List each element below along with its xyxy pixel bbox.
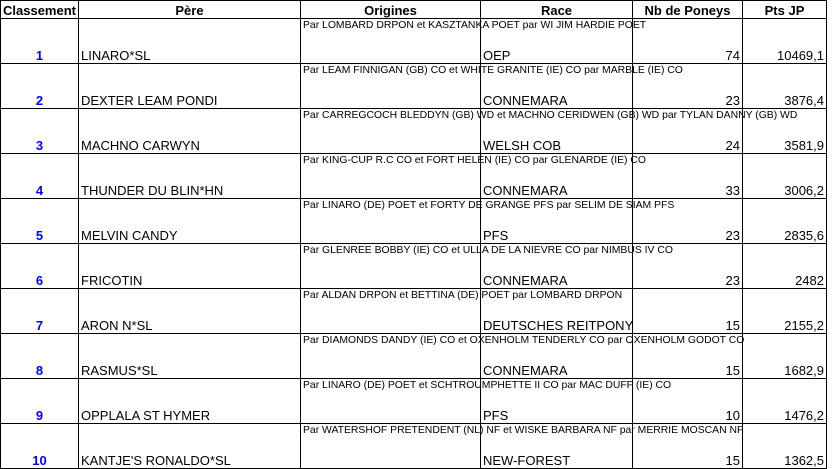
header-race: Race bbox=[481, 1, 633, 19]
sire-cell: ARON N*SL bbox=[79, 289, 301, 334]
table-header bbox=[1, 1, 827, 19]
ponies-cell: 10 bbox=[633, 379, 743, 424]
origins-cell: Par CARREGCOCH BLEDDYN (GB) WD et MACHNO CERIDWEN (GB) WD par TYLAN DANNY (GB) WD bbox=[301, 109, 481, 154]
breed-cell: PFS bbox=[481, 199, 633, 244]
rank-cell: 10 bbox=[1, 424, 79, 469]
table-body bbox=[1, 19, 827, 469]
sire-cell: FRICOTIN bbox=[79, 244, 301, 289]
header-row bbox=[1, 1, 827, 19]
header-origines: Origines bbox=[301, 1, 481, 19]
sire-cell: THUNDER DU BLIN*HN bbox=[79, 154, 301, 199]
header-nb-poneys: Nb de Poneys bbox=[633, 1, 743, 19]
breed-cell: OEP bbox=[481, 19, 633, 64]
points-cell: 3581,9 bbox=[743, 109, 827, 154]
ponies-cell: 23 bbox=[633, 199, 743, 244]
points-cell: 1682,9 bbox=[743, 334, 827, 379]
points-cell: 1362,5 bbox=[743, 424, 827, 469]
breed-cell: WELSH COB bbox=[481, 109, 633, 154]
points-cell: 2482 bbox=[743, 244, 827, 289]
rank-cell: 7 bbox=[1, 289, 79, 334]
table-row bbox=[1, 154, 827, 199]
table-row bbox=[1, 289, 827, 334]
ponies-cell: 23 bbox=[633, 244, 743, 289]
origins-cell: Par LINARO (DE) POET et SCHTROUMPHETTE II CO par MAC DUFF (IE) CO bbox=[301, 379, 481, 424]
table-row bbox=[1, 199, 827, 244]
rank-cell: 2 bbox=[1, 64, 79, 109]
sire-cell: MELVIN CANDY bbox=[79, 199, 301, 244]
ponies-cell: 23 bbox=[633, 64, 743, 109]
points-cell: 2155,2 bbox=[743, 289, 827, 334]
ponies-cell: 33 bbox=[633, 154, 743, 199]
rank-cell: 1 bbox=[1, 19, 79, 64]
rank-cell: 5 bbox=[1, 199, 79, 244]
breed-cell: CONNEMARA bbox=[481, 244, 633, 289]
points-cell: 3006,2 bbox=[743, 154, 827, 199]
points-cell: 1476,2 bbox=[743, 379, 827, 424]
breed-cell: PFS bbox=[481, 379, 633, 424]
table-row bbox=[1, 334, 827, 379]
origins-cell: Par WATERSHOF PRETENDENT (NL) NF et WISKE BARBARA NF par MERRIE MOSCAN NF bbox=[301, 424, 481, 469]
rank-cell: 6 bbox=[1, 244, 79, 289]
origins-cell: Par DIAMONDS DANDY (IE) CO et OXENHOLM TENDERLY CO par OXENHOLM GODOT CO bbox=[301, 334, 481, 379]
header-pts-jp: Pts JP bbox=[743, 1, 827, 19]
origins-cell: Par LOMBARD DRPON et KASZTANKA POET par WI JIM HARDIE POET bbox=[301, 19, 481, 64]
origins-cell: Par KING-CUP R.C CO et FORT HELEN (IE) CO par GLENARDE (IE) CO bbox=[301, 154, 481, 199]
sire-cell: LINARO*SL bbox=[79, 19, 301, 64]
ponies-cell: 15 bbox=[633, 424, 743, 469]
breed-cell: DEUTSCHES REITPONY bbox=[481, 289, 633, 334]
origins-cell: Par LEAM FINNIGAN (GB) CO et WHITE GRANITE (IE) CO par MARBLE (IE) CO bbox=[301, 64, 481, 109]
points-cell: 2835,6 bbox=[743, 199, 827, 244]
points-cell: 10469,1 bbox=[743, 19, 827, 64]
origins-cell: Par ALDAN DRPON et BETTINA (DE) POET par LOMBARD DRPON bbox=[301, 289, 481, 334]
table-row bbox=[1, 379, 827, 424]
ponies-cell: 15 bbox=[633, 289, 743, 334]
origins-cell: Par LINARO (DE) POET et FORTY DE GRANGE PFS par SELIM DE SIAM PFS bbox=[301, 199, 481, 244]
rank-cell: 4 bbox=[1, 154, 79, 199]
table-row bbox=[1, 244, 827, 289]
breed-cell: CONNEMARA bbox=[481, 334, 633, 379]
rank-cell: 3 bbox=[1, 109, 79, 154]
table-row bbox=[1, 424, 827, 469]
points-cell: 3876,4 bbox=[743, 64, 827, 109]
sire-cell: RASMUS*SL bbox=[79, 334, 301, 379]
header-classement: Classement bbox=[1, 1, 79, 19]
ponies-cell: 24 bbox=[633, 109, 743, 154]
header-pere: Père bbox=[79, 1, 301, 19]
table-row bbox=[1, 109, 827, 154]
table-row bbox=[1, 64, 827, 109]
sire-cell: MACHNO CARWYN bbox=[79, 109, 301, 154]
table-row bbox=[1, 19, 827, 64]
sire-cell: DEXTER LEAM PONDI bbox=[79, 64, 301, 109]
rank-cell: 8 bbox=[1, 334, 79, 379]
breed-cell: CONNEMARA bbox=[481, 64, 633, 109]
breed-cell: NEW-FOREST bbox=[481, 424, 633, 469]
sire-cell: OPPLALA ST HYMER bbox=[79, 379, 301, 424]
ponies-cell: 15 bbox=[633, 334, 743, 379]
origins-cell: Par GLENREE BOBBY (IE) CO et ULLA DE LA NIEVRE CO par NIMBUS IV CO bbox=[301, 244, 481, 289]
sire-cell: KANTJE'S RONALDO*SL bbox=[79, 424, 301, 469]
rank-cell: 9 bbox=[1, 379, 79, 424]
ponies-cell: 74 bbox=[633, 19, 743, 64]
breed-cell: CONNEMARA bbox=[481, 154, 633, 199]
